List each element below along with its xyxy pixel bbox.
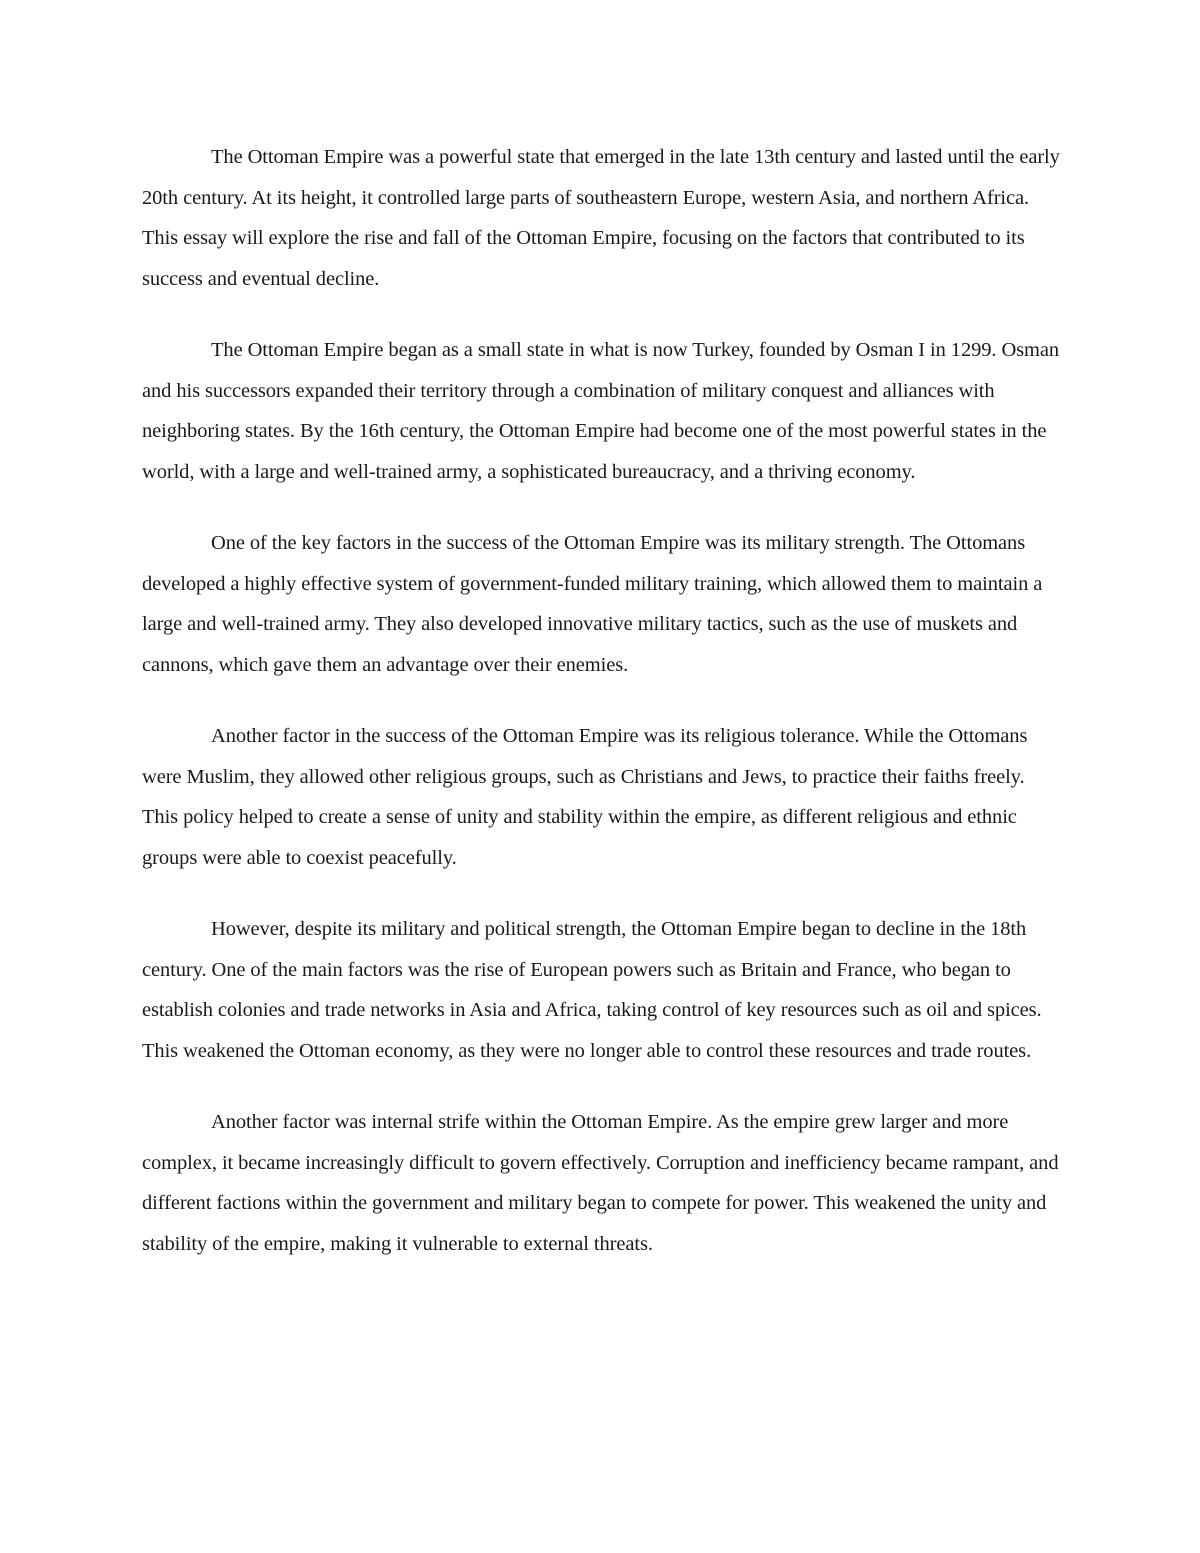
paragraph-military-strength: One of the key factors in the success of the Ottoman Empire was its military strength. The Ottomans developed a highly effective system of government-funded military training, which allowed them to maintain a large and well-trained army. They also developed innovative military tactics, such as the use of muskets and cannons, which gave them an advantage over their enemies. [142,532,1043,676]
paragraph-decline-european-powers: However, despite its military and political strength, the Ottoman Empire began to decline in the 18th century. One of the main factors was the rise of European powers such as Britain and France, who began to establish colonies and trade networks in Asia and Africa, taking control of key resources such as oil and spices. This weakened the Ottoman economy, as they were no longer able to control these resources and trade routes. [142,918,1042,1062]
paragraph-intro: The Ottoman Empire was a powerful state that emerged in the late 13th century and lasted until the early 20th century. At its height, it controlled large parts of southeastern Europe, western Asia, and northern Africa. This essay will explore the rise and fall of the Ottoman Empire, focusing on the factors that contributed to its success and eventual decline. [142,146,1060,290]
document-body [142,137,1060,1295]
paragraph-origins: The Ottoman Empire began as a small state in what is now Turkey, founded by Osman I in 1299. Osman and his successors expanded their territory through a combination of military conquest and alliances with neighboring states. By the 16th century, the Ottoman Empire had become one of the most powerful states in the world, with a large and well-trained army, a sophisticated bureaucracy, and a thriving economy. [142,339,1060,483]
paragraph-religious-tolerance: Another factor in the success of the Ottoman Empire was its religious tolerance. While the Ottomans were Muslim, they allowed other religious groups, such as Christians and Jews, to practice their faiths freely. This policy helped to create a sense of unity and stability within the empire, as different religious and ethnic groups were able to coexist peacefully. [142,725,1028,869]
paragraph-internal-strife: Another factor was internal strife within the Ottoman Empire. As the empire grew larger and more complex, it became increasingly difficult to govern effectively. Corruption and inefficiency became rampant, and different factions within the government and military began to compete for power. This weakened the unity and stability of the empire, making it vulnerable to external threats. [142,1111,1059,1255]
